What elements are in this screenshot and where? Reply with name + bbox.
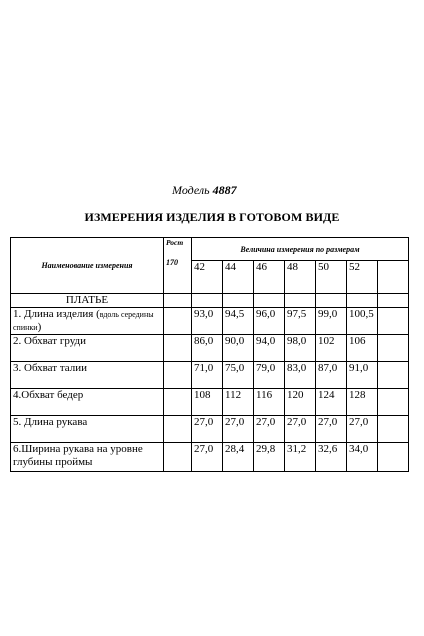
table-cell: 106 [347,335,378,362]
table-cell: 71,0 [192,362,223,389]
table-cell: 93,0 [192,308,223,335]
size-header: 52 [347,261,378,294]
page-title: ИЗМЕРЕНИЯ ИЗДЕЛИЯ В ГОТОВОМ ВИДЕ [84,210,340,224]
table-cell: 31,2 [285,443,316,472]
table-cell: 32,6 [316,443,347,472]
model-label [172,183,237,198]
table-cell [378,335,409,362]
size-header: 50 [316,261,347,294]
table-cell: 97,5 [285,308,316,335]
table-cell: 27,0 [254,416,285,443]
table-cell [378,389,409,416]
header-height [164,238,192,294]
table-cell: 29,8 [254,443,285,472]
table-cell: 116 [254,389,285,416]
table-cell: 124 [316,389,347,416]
table-cell: 112 [223,389,254,416]
table-cell: 120 [285,389,316,416]
table-row-name: 4.Обхват бедер [11,389,164,416]
table-cell: 91,0 [347,362,378,389]
table-cell: 90,0 [223,335,254,362]
header-height-value: 170 [166,258,178,267]
size-header: 48 [285,261,316,294]
table-cell: 98,0 [285,335,316,362]
table-cell: 86,0 [192,335,223,362]
table-row-name: 3. Обхват талии [11,362,164,389]
table-cell: 128 [347,389,378,416]
table-cell: 108 [192,389,223,416]
header-sizes: Величина измерения по размерам [192,238,409,261]
table-cell: 79,0 [254,362,285,389]
table-cell: 27,0 [223,416,254,443]
table-cell: 27,0 [285,416,316,443]
section-header: ПЛАТЬЕ [11,294,164,308]
table-cell: 75,0 [223,362,254,389]
table-cell: 34,0 [347,443,378,472]
measurements-table [10,237,409,472]
table-cell [378,443,409,472]
model-number: 4887 [212,183,237,197]
table-row-name: 2. Обхват груди [11,335,164,362]
size-header: 44 [223,261,254,294]
table-cell: 94,0 [254,335,285,362]
table-cell: 100,5 [347,308,378,335]
header-height-label: Рост [166,238,184,247]
model-label-text: Модель [172,183,210,197]
table-cell: 27,0 [192,416,223,443]
table-cell [378,362,409,389]
table-cell: 27,0 [316,416,347,443]
size-header: 42 [192,261,223,294]
table-cell: 27,0 [192,443,223,472]
table-cell: 102 [316,335,347,362]
header-measurement-name: Наименование измерения [11,238,164,294]
table-cell [378,308,409,335]
table-cell: 83,0 [285,362,316,389]
table-row-name: 5. Длина рукава [11,416,164,443]
size-header: 46 [254,261,285,294]
table-cell: 99,0 [316,308,347,335]
table-cell: 87,0 [316,362,347,389]
table-cell: 28,4 [223,443,254,472]
table-cell: 96,0 [254,308,285,335]
table-cell: 27,0 [347,416,378,443]
table-cell [378,416,409,443]
size-header [378,261,409,294]
table-cell: 94,5 [223,308,254,335]
table-row-name: 6.Ширина рукава на уровне глубины проймы [11,443,164,472]
table-row-name: 1. Длина изделия (вдоль середины спинки) [11,308,164,335]
